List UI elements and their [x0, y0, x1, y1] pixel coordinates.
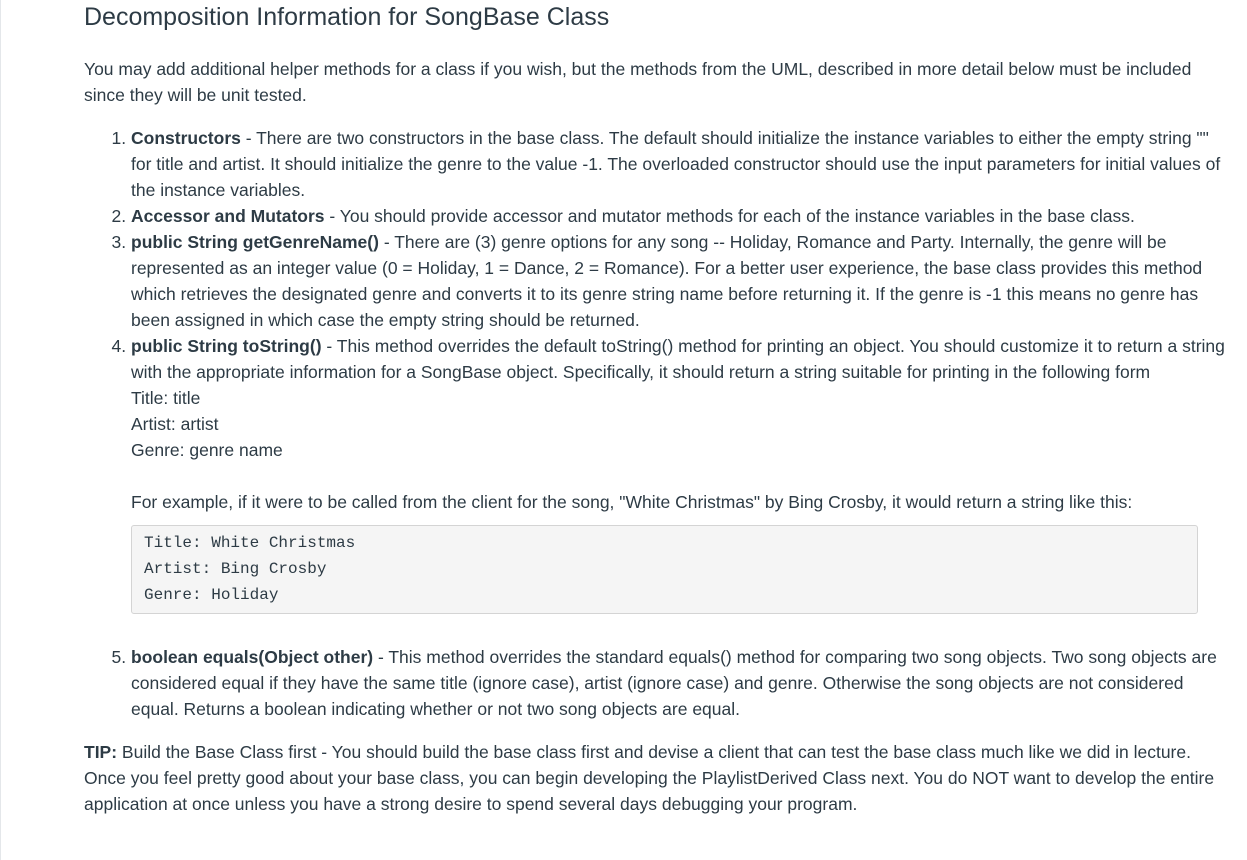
intro-paragraph: You may add additional helper methods for a class if you wish, but the methods from the UML, described in more detail below must be included since they will be unit tested. — [84, 59, 1192, 105]
item-title: boolean equals(Object other) — [131, 647, 374, 667]
item-text: - This method overrides the default toString() method for printing an object. You should customize it to return a string with the appropriate information for a SongBase object. Specifically, it should return a string suitable for printing in the following form — [131, 336, 1225, 382]
tip-label: TIP: — [84, 742, 118, 762]
code-line: Title: White Christmas — [144, 534, 356, 552]
example-text: For example, if it were to be called from the client for the song, "White Christmas" by Bing Crosby, it would return a string like this: — [131, 492, 1133, 512]
list-item-constructors — [131, 125, 1229, 203]
item-text: - This method overrides the standard equals() method for comparing two song objects. Two song objects are considered equal if they have the same title (ignore case), artist (ignore case) and genre. Otherwise the song objects are not considered equal. Returns a boolean indicating whether or not two song objects are equal. — [131, 647, 1217, 719]
item-title: Constructors — [131, 128, 241, 148]
spacer — [131, 463, 1229, 489]
code-block — [131, 525, 1198, 614]
item-text: - There are (3) genre options for any song -- Holiday, Romance and Party. Internally, the genre will be represented as an integer value (0 = Holiday, 1 = Dance, 2 = Romance). For a better user experience, the base class provides this method which retrieves the designated genre and converts it to its genre string name before returning it. If the genre is -1 this means no genre has been assigned in which case the empty string should be returned. — [131, 232, 1203, 330]
code-line: Artist: Bing Crosby — [144, 560, 327, 578]
list-item-equals — [131, 644, 1229, 722]
tip-paragraph — [84, 739, 1229, 817]
form-line: Genre: genre name — [131, 440, 283, 460]
content-area — [84, 0, 1229, 817]
list-item-get-genre-name — [131, 229, 1229, 333]
form-line: Artist: artist — [131, 414, 219, 434]
code-line: Genre: Holiday — [144, 586, 279, 604]
form-line: Title: title — [131, 388, 201, 408]
item-title: public String getGenreName() — [131, 232, 379, 252]
item-text: - There are two constructors in the base class. The default should initialize the instance variables to either the empty string "" for title and artist. It should initialize the genre to the value -1. The overloaded constructor should use the input parameters for initial values of the instance variables. — [131, 128, 1221, 200]
list-item-to-string — [131, 333, 1229, 614]
page-title: Decomposition Information for SongBase Class — [84, 3, 610, 31]
item-text: - You should provide accessor and mutator methods for each of the instance variables in the base class. — [324, 206, 1135, 226]
item-title: public String toString() — [131, 336, 322, 356]
list-item-accessors — [131, 203, 1229, 229]
item-title: Accessor and Mutators — [131, 206, 325, 226]
tip-text: Build the Base Class first - You should build the base class first and devise a client that can test the base class much like we did in lecture. Once you feel pretty good about your base class, you can begin developing the PlaylistDerived Class next. You do NOT want to develop the entire application at once unless you have a strong desire to spend several days debugging your program. — [84, 742, 1215, 814]
method-list — [84, 125, 1229, 722]
